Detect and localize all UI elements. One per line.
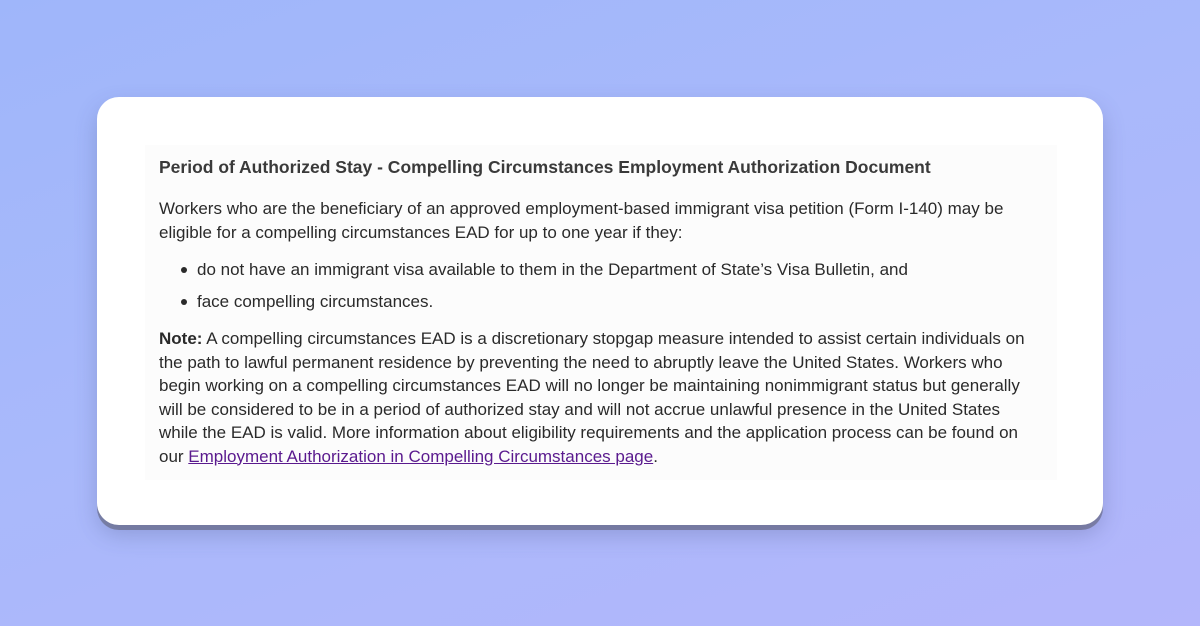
compelling-circumstances-link[interactable]: Employment Authorization in Compelling Circumstances page bbox=[188, 446, 654, 466]
note-trailing: . bbox=[653, 446, 658, 466]
bullet-icon bbox=[181, 299, 187, 305]
list-item-text: do not have an immigrant visa available to them in the Department of State’s Visa Bulletin, and bbox=[197, 260, 908, 279]
bullet-icon bbox=[181, 267, 187, 273]
card-content bbox=[145, 145, 1057, 480]
eligibility-list bbox=[159, 258, 1043, 313]
intro-paragraph: Workers who are the beneficiary of an approved employment-based immigrant visa petition (Form I-140) may be eligible for a compelling circumstances EAD for up to one year if they: bbox=[159, 199, 1004, 242]
note-label: Note: bbox=[159, 329, 203, 348]
note-text: A compelling circumstances EAD is a discretionary stopgap measure intended to assist certain individuals on the path to lawful permanent residence by preventing the need to abruptly leave the United States. Workers who begin working on a compelling circumstances EAD will no longer be maintaining nonimmigrant status but generally will be considered to be in a period of authorized stay and will not accrue unlawful presence in the United States while the EAD is valid. More information about eligibility requirements and the application process can be found on our bbox=[159, 329, 1025, 466]
list-item-text: face compelling circumstances. bbox=[197, 291, 434, 311]
section-heading: Period of Authorized Stay - Compelling Circumstances Employment Authorization Document bbox=[159, 157, 931, 177]
info-card bbox=[97, 97, 1103, 525]
list-item bbox=[181, 290, 1043, 314]
list-item bbox=[181, 258, 1043, 282]
note-paragraph bbox=[159, 327, 1043, 468]
